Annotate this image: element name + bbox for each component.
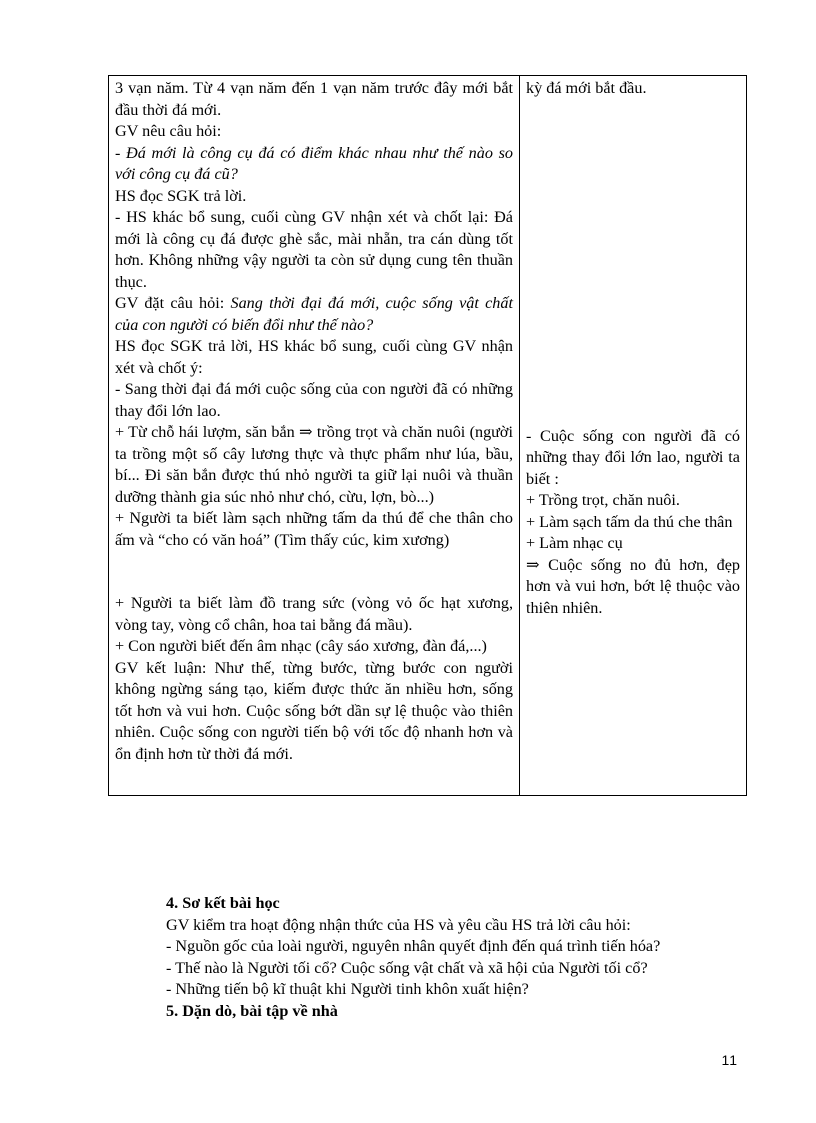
- section-heading: 5. Dặn dò, bài tập về nhà: [166, 1001, 338, 1020]
- paragraph: + Con người biết đến âm nhạc (cây sáo xương, đàn đá,...): [115, 637, 487, 655]
- paragraph: + Người ta biết làm sạch những tấm da thú để che thân cho ấm và “cho có văn hoá” (Tìm thấy cúc, kim xương): [115, 509, 513, 549]
- paragraph: - HS khác bổ sung, cuối cùng GV nhận xét và chốt lại: Đá mới là công cụ đá được ghè sắc, mài nhẵn, tra cán dùng tốt hơn. Không những vậy người ta còn sử dụng cung tên thuần thục.: [115, 208, 513, 291]
- blank-space: [526, 100, 740, 426]
- knowledge-cell: [520, 76, 747, 796]
- paragraph: + Làm nhạc cụ: [526, 534, 623, 552]
- teacher-activity-cell: [109, 76, 520, 796]
- table-row: [109, 76, 747, 796]
- paragraph: + Trồng trọt, chăn nuôi.: [526, 491, 680, 509]
- lesson-summary: [116, 893, 746, 1022]
- question-text: - Nguồn gốc của loài người, nguyên nhân quyết định đến quá trình tiến hóa?: [166, 937, 661, 955]
- paragraph: kỳ đá mới bắt đầu.: [526, 79, 647, 97]
- paragraph: ⇒ Cuộc sống no đủ hơn, đẹp hơn và vui hơn, bớt lệ thuộc vào thiên nhiên.: [526, 555, 740, 617]
- paragraph: [115, 293, 513, 336]
- question-text: - Đá mới là công cụ đá có điểm khác nhau như thế nào so với công cụ đá cũ?: [115, 143, 513, 183]
- paragraph: HS đọc SGK trả lời.: [115, 186, 247, 205]
- paragraph: GV kiểm tra hoạt động nhận thức của HS và yêu cầu HS trả lời câu hỏi:: [166, 915, 631, 934]
- page-number: 11: [721, 1052, 738, 1068]
- question-item: - Những tiến bộ kĩ thuật khi Người tinh khôn xuất hiện?: [166, 980, 529, 998]
- paragraph: GV nêu câu hỏi:: [115, 122, 222, 140]
- paragraph: - Cuộc sống con người đã có những thay đổi lớn lao, người ta biết :: [526, 426, 740, 488]
- paragraph: - Sang thời đại đá mới cuộc sống của con người đã có những thay đổi lớn lao.: [115, 380, 513, 420]
- paragraph: + Người ta biết làm đồ trang sức (vòng vỏ ốc hạt xương, vòng tay, vòng cổ chân, hoa tai bằng đá mầu).: [115, 594, 513, 634]
- question-item: [116, 936, 746, 958]
- lesson-table: [108, 75, 747, 796]
- question-label: GV đặt câu hỏi:: [115, 294, 231, 312]
- paragraph: HS đọc SGK trả lời, HS khác bổ sung, cuối cùng GV nhận xét và chốt ý:: [115, 337, 513, 377]
- paragraph: + Từ chỗ hái lượm, săn bắn ⇒ trồng trọt và chăn nuôi (người ta trồng một số cây lương thực và thực phẩm như lúa, bầu, bí... Đi săn bắn được thú nhỏ người ta giữ lại nuôi và thuần dưỡng thành gia súc nhỏ như chó, cừu, lợn, bò...): [115, 423, 513, 506]
- blank-space: [115, 551, 513, 593]
- conclusion-paragraph: GV kết luận: Như thế, từng bước, từng bước con người không ngừng sáng tạo, kiếm được thức ăn nhiều hơn, sống tốt hơn và vui hơn. Cuộc sống bớt dần sự lệ thuộc vào thiên nhiên. Cuộc sống con người tiến bộ với tốc độ nhanh hơn và ổn định hơn từ thời đá mới.: [115, 658, 513, 763]
- section-heading: 4. Sơ kết bài học: [166, 894, 280, 912]
- question-item: - Thế nào là Người tối cổ? Cuộc sống vật chất và xã hội của Người tối cổ?: [166, 958, 648, 977]
- paragraph: + Làm sạch tấm da thú che thân: [526, 512, 733, 531]
- question-text: Sang thời đại đá mới, cuộc sống vật chất của con người có biến đổi như thế nào?: [115, 294, 513, 334]
- paragraph: 3 vạn năm. Từ 4 vạn năm đến 1 vạn năm trước đây mới bắt đầu thời đá mới.: [115, 79, 513, 119]
